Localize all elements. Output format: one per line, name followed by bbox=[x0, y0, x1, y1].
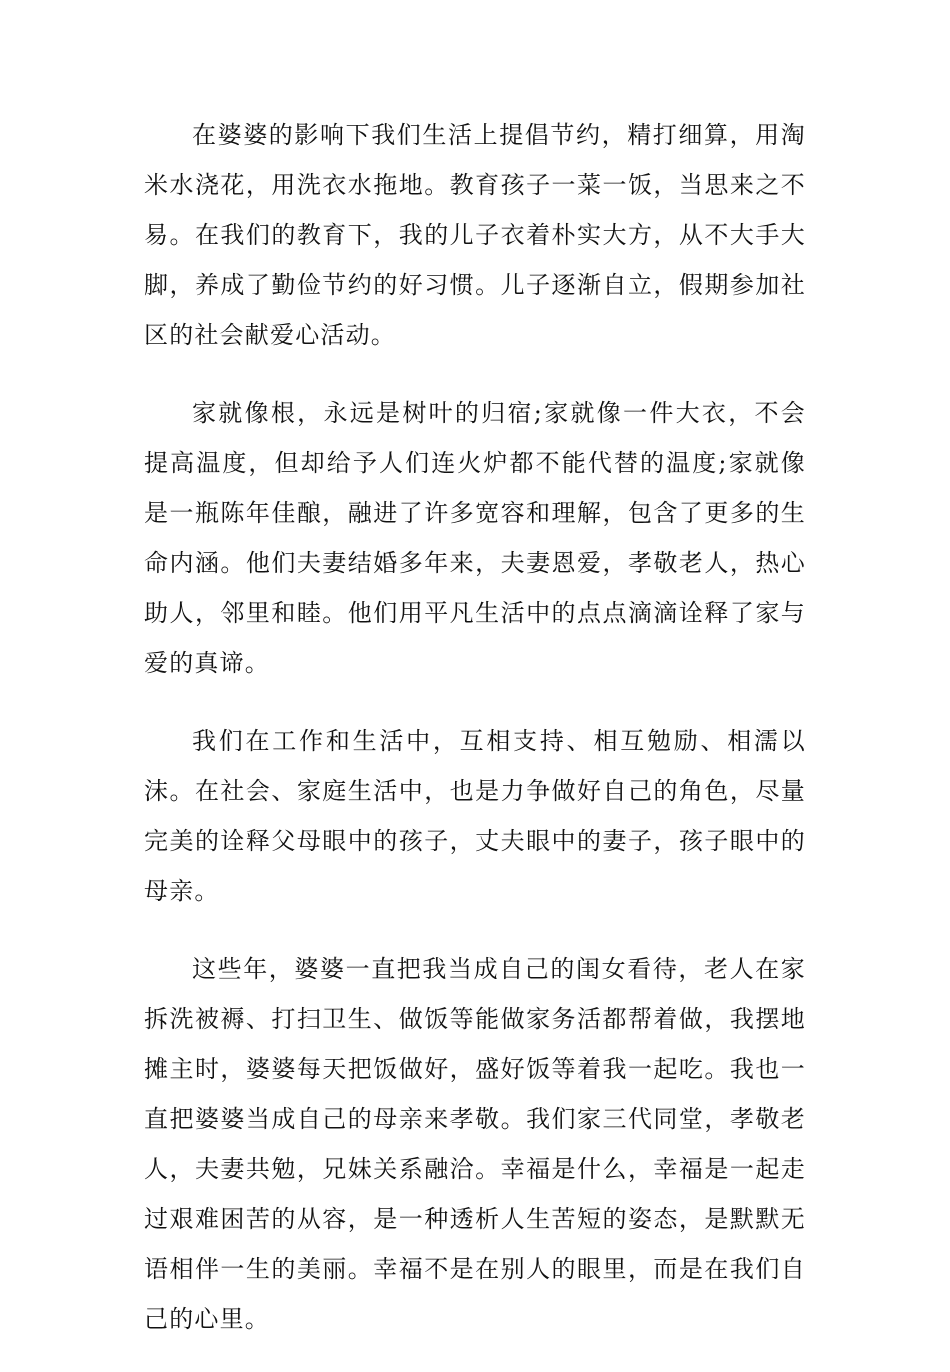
paragraph-4: 这些年，婆婆一直把我当成自己的闺女看待，老人在家拆洗被褥、打扫卫生、做饭等能做家务活都帮着做，我摆地摊主时，婆婆每天把饭做好，盛好饭等着我一起吃。我也一直把婆婆当成自己的母亲来孝敬。我们家三代同堂，孝敬老人，夫妻共勉，兄妹关系融洽。幸福是什么，幸福是一起走过艰难困苦的从容，是一种透析人生苦短的姿态，是默默无语相伴一生的美丽。幸福不是在别人的眼里，而是在我们自己的心里。 bbox=[144, 955, 806, 1333]
document-body bbox=[144, 110, 806, 1372]
paragraph-1: 在婆婆的影响下我们生活上提倡节约，精打细算，用淘米水浇花，用洗衣水拖地。教育孩子一菜一饭，当思来之不易。在我们的教育下，我的儿子衣着朴实大方，从不大手大脚，养成了勤俭节约的好习惯。儿子逐渐自立，假期参加社区的社会献爱心活动。 bbox=[144, 121, 806, 349]
paragraph-3: 我们在工作和生活中，互相支持、相互勉励、相濡以沫。在社会、家庭生活中，也是力争做好自己的角色，尽量完美的诠释父母眼中的孩子，丈夫眼中的妻子，孩子眼中的母亲。 bbox=[144, 727, 806, 905]
paragraph-2: 家就像根，永远是树叶的归宿;家就像一件大衣，不会提高温度，但却给予人们连火炉都不能代替的温度;家就像是一瓶陈年佳酿，融进了许多宽容和理解，包含了更多的生命内涵。他们夫妻结婚多年来，夫妻恩爱，孝敬老人，热心助人，邻里和睦。他们用平凡生活中的点点滴滴诠释了家与爱的真谛。 bbox=[144, 399, 806, 677]
